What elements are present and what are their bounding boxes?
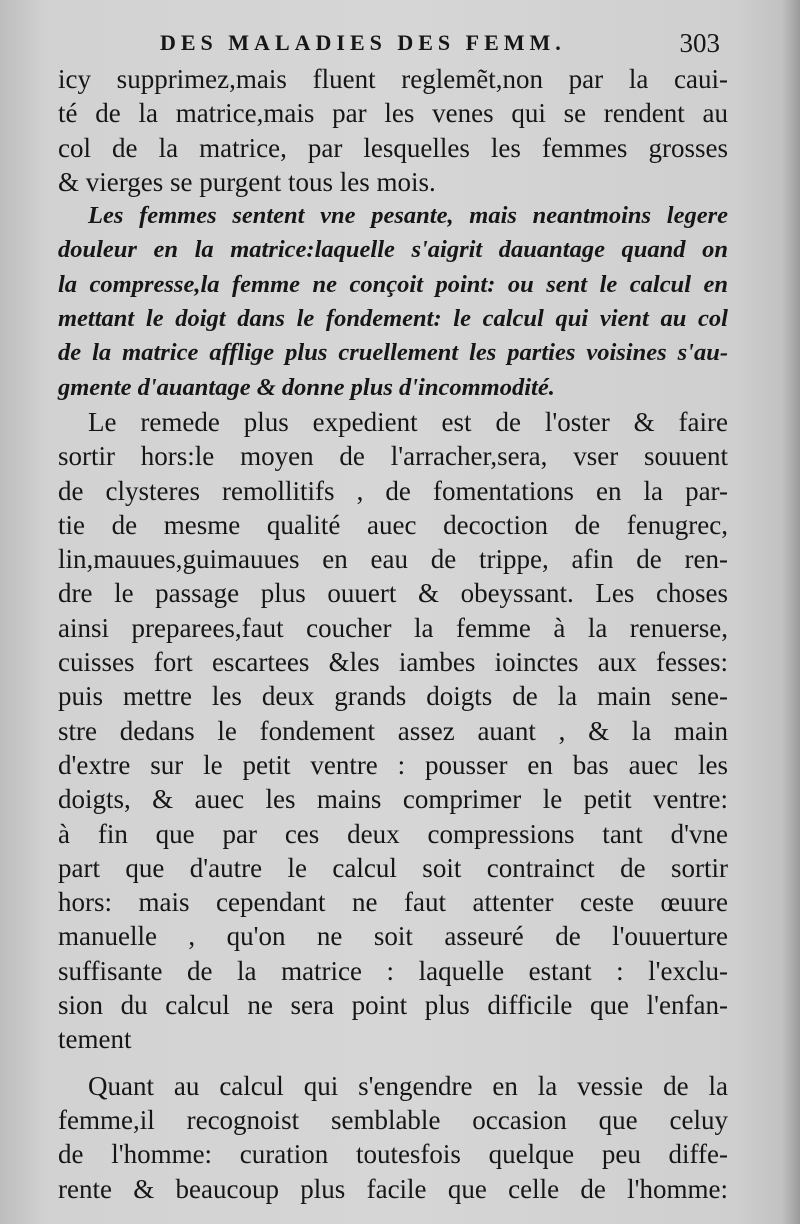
paragraph-1 [58,62,728,199]
text-line: Quant au calcul qui s'engendre en la vessie de la [88,1070,728,1101]
text-line: té de la matrice,mais par les venes qui se rendent au [58,98,728,129]
text-line: femme,il recognoist semblable occasion que celuy [58,1104,728,1135]
running-title: DES MALADIES DES FEMM. [160,30,566,55]
text-line: Les femmes sentent vne pesante, mais neantmoins legere [88,202,728,230]
text-line: puis mettre les deux grands doigts de la main sene- [58,681,728,712]
text-line: douleur en la matrice:laquelle s'aigrit dauantage quand on [58,236,728,264]
text-line: doigts, & auec les mains comprimer le petit ventre: [58,784,728,815]
text-line: part que d'autre le calcul soit contrainct de sortir [58,852,728,883]
paragraph-2-italic [58,199,728,405]
text-line: sion du calcul ne sera point plus difficile que l'enfan- [58,990,728,1021]
running-head [160,28,720,62]
text-line: à fin que par ces deux compressions tant d'vne [58,818,728,849]
text-line: cuisses fort escartees &les iambes ioinctes aux fesses: [58,647,728,678]
text-line: dre le passage plus ouuert & obeyssant. Les choses [58,578,728,609]
text-line: rente & beaucoup plus facile que celle de l'homme: [58,1173,728,1204]
text-line: & vierges se purgent tous les mois. [58,166,436,197]
text-line: de la matrice afflige plus cruellement les parties voisines s'au- [58,339,728,367]
text-line: d'extre sur le petit ventre : pousser en bas auec les [58,749,728,780]
page-number: 303 [679,28,720,58]
text-line: icy supprimez,mais fluent reglemẽt,non par la caui- [58,64,728,94]
text-line: gmente d'auantage & donne plus d'incommodité. [58,373,555,401]
text-line: lin,mauues,guimauues en eau de trippe, afin de ren- [58,544,728,575]
text-line: col de la matrice, par lesquelles les femmes grosses [58,132,728,163]
text-line: sortir hors:le moyen de l'arracher,sera, vser souuent [58,441,728,472]
text-line: stre dedans le fondement assez auant , & la main [58,715,728,746]
paragraph-4 [58,1069,728,1206]
text-line: tie de mesme qualité auec decoction de fenugrec, [58,509,728,540]
paragraph-gap [58,1057,728,1069]
text-line: de l'homme: curation toutesfois quelque peu diffe- [58,1139,728,1170]
paragraph-3 [58,405,728,1057]
text-block [58,62,728,1206]
text-line: hors: mais cependant ne faut attenter ceste œuure [58,887,728,918]
page-edge-shadow [782,0,800,1224]
text-line: mettant le doigt dans le fondement: le calcul qui vient au col [58,305,728,333]
text-line: suffisante de la matrice : laquelle estant : l'exclu- [58,955,728,986]
text-line: tement [58,1024,132,1055]
text-line: manuelle , qu'on ne soit asseuré de l'ouuerture [58,921,728,952]
text-line: ainsi preparees,faut coucher la femme à la renuerse, [58,612,728,643]
text-line: Le remede plus expedient est de l'oster & faire [88,406,728,437]
text-line: la compresse,la femme ne conçoit point: ou sent le calcul en [58,270,728,298]
text-line: de clysteres remollitifs , de fomentations en la par- [58,475,728,506]
